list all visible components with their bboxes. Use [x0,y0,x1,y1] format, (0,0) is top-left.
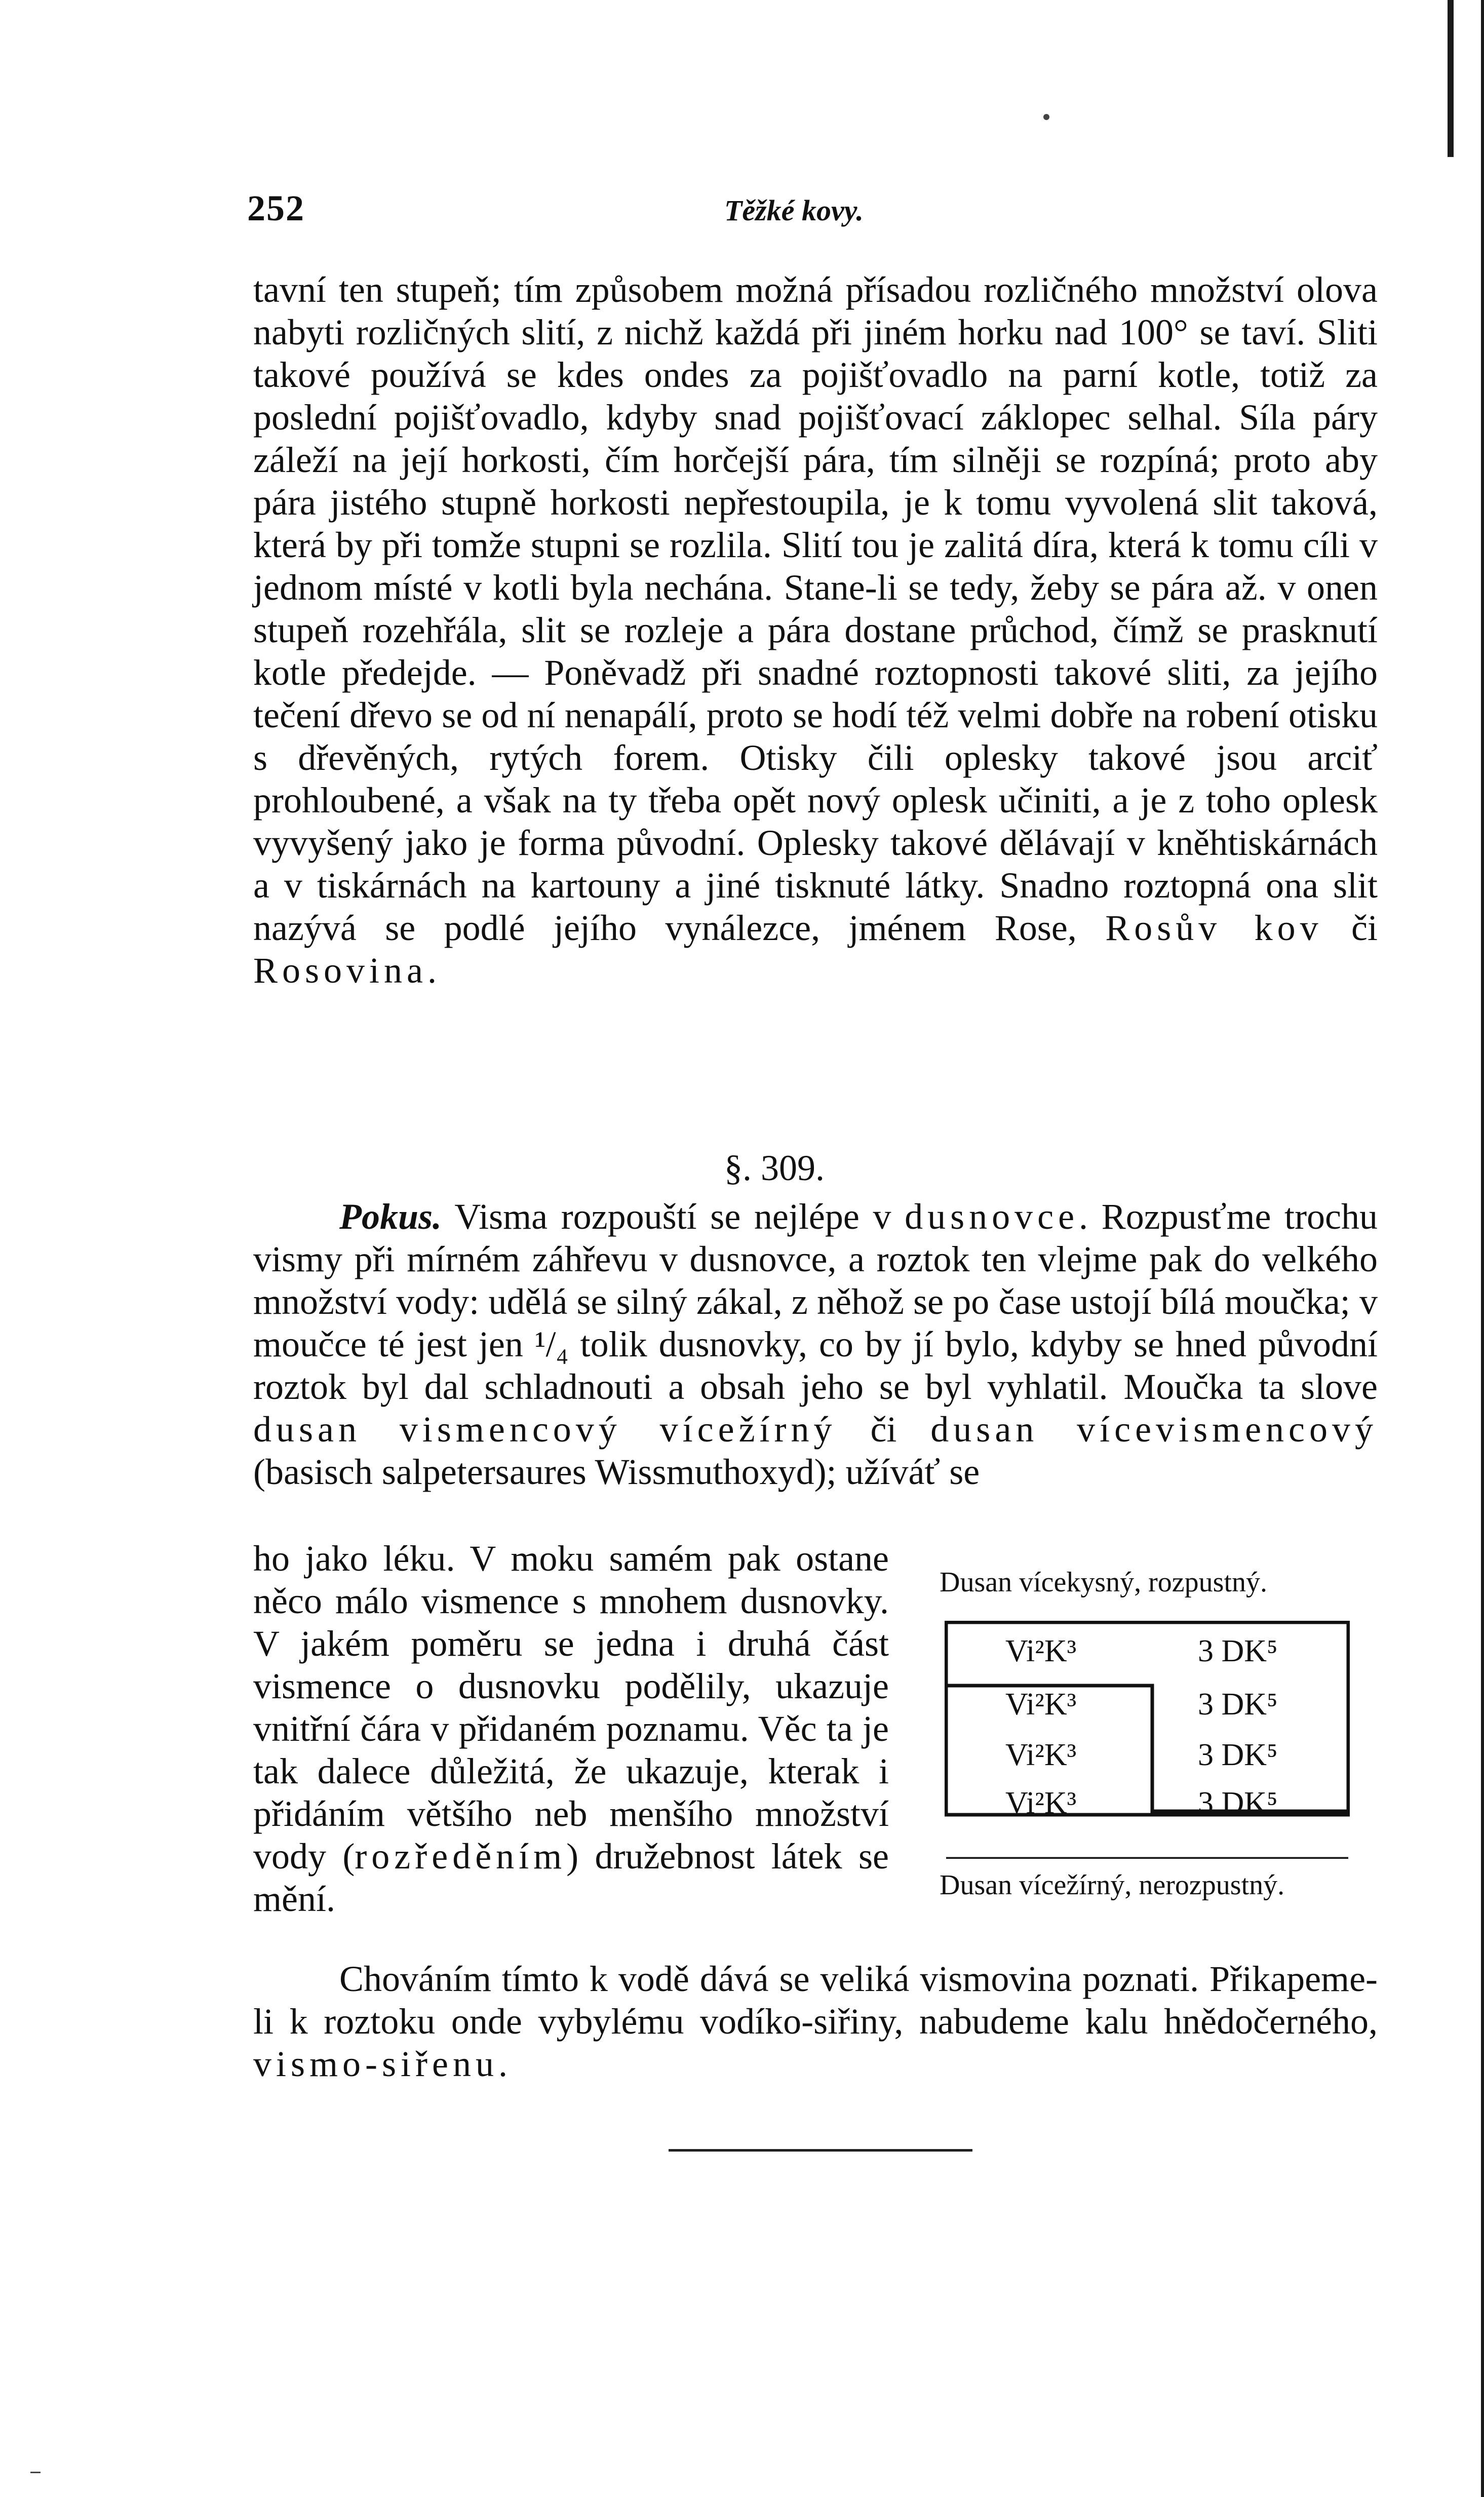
paragraph-2-text-4: (basisch salpetersaures Wissmuthoxyd); užíváť se [253,1452,980,1492]
scan-mark [30,2472,41,2473]
term-dusnovce: dusnovce [905,1196,1079,1237]
paragraph-3-text-1: Chováním tímto k vodě dává se veliká vismovina poznati. Přikapeme-li k roztoku onde vybylému vodíko-siřiny, nabudeme kalu hnědočerného, [253,1959,1378,2042]
term-vismo-sirenu: vismo-siřenu [253,2044,498,2084]
page-edge-shadow [1481,0,1484,2497]
paragraph-2-text-3: či [870,1409,897,1450]
diagram-cell-left-3: Vi²K³ [1005,1738,1077,1772]
term-rozredenim: rozředěním [355,1836,567,1877]
diagram-cell-left-4: Vi²K³ [1005,1786,1077,1820]
diagram-cell-right-2: 3 DK⁵ [1198,1687,1278,1722]
paragraph-2-lead: Pokus. [339,1196,442,1237]
dissociation-diagram [945,1621,1350,1859]
paragraph-1-conj: či [1351,908,1378,948]
diagram-cell-right-3: 3 DK⁵ [1198,1738,1278,1772]
diagram-cell-right-4: 3 DK⁵ [1198,1786,1278,1820]
paragraph-2-text-1: Visma rozpouští se nejlépe v [454,1196,891,1237]
diagram-cell-right-1: 3 DK⁵ [1198,1634,1278,1668]
paragraph-2-wrap-text-b: ) družebnost látek se mění. [253,1836,889,1919]
term-rosovina: Rosovina [253,950,428,991]
term-rosuv-kov: Rosův kov [1105,908,1323,948]
paragraph-1 [253,268,1378,992]
footer-rule [669,2149,972,2152]
paper-speck [1043,114,1049,120]
diagram-caption-top: Dusan vícekysný, rozpustný. [940,1567,1268,1598]
paragraph-3-end: . [498,2044,507,2084]
paragraph-2-wrap-text-a: ho jako léku. V moku samém pak ostane něco málo vismence s mnohem dusnovky. V jakém poměru se jedna i druhá část vismence o dusnovku podělily, ukazuje vnitřní čára v přidaném poznamu. Věc ta je tak dalece důležitá, že ukazuje, kterak i přidáním většího neb menšího množství vody ( [253,1538,889,1877]
term-dusan-vicevismencovy: dusan vícevismencový [930,1409,1378,1450]
diagram-caption-bottom: Dusan vícežírný, nerozpustný. [940,1869,1285,1901]
section-number: §. 309. [724,1148,825,1188]
diagram-cell-left-1: Vi²K³ [1005,1634,1077,1668]
diagram-cell-left-2: Vi²K³ [1005,1687,1077,1722]
paragraph-3 [253,1958,1378,2085]
term-dusan-vismencovy: dusan vismencový vícežírný [253,1409,837,1450]
running-title: Těžké kovy. [724,194,864,227]
paragraph-2-text-2: . Rozpusťme trochu vismy při mírném záhřevu v dusnovce, a roztok ten vlejme pak do velkého množství vody: udělá se silný zákal, z něhož se po čase ustojí bílá moučka; v moučce té jest jen ¹/₄ tolik dusnovky, co by jí bylo, kdyby se hned původní roztok byl dal schladnouti a obsah jeho se byl vyhlatil. Moučka ta slove [253,1196,1378,1407]
paragraph-1-end: . [427,950,437,991]
paragraph-2-wrap [253,1537,889,1920]
paragraph-2 [253,1195,1378,1493]
page-number: 252 [247,188,305,228]
page-edge-mark [1448,0,1454,157]
paragraph-1-text: tavní ten stupeň; tím způsobem možná přísadou rozličného množství olova nabyti rozličných slití, z nichž každá při jiném horku nad 100° se taví. Sliti takové používá se kdes ondes za pojišťovadlo na parní kotle, totiž za poslední pojišťovadlo, kdyby snad pojišťovací záklopec selhal. Síla páry záleží na její horkosti, čím horčejší pára, tím silněji se rozpíná; proto aby pára jistého stupně horkosti nepřestoupila, je k tomu vyvolená slit taková, která by při tomže stupni se rozlila. Slití tou je zalitá díra, která k tomu cíli v jednom místé v kotli byla nechána. Stane-li se tedy, žeby se pára až. v onen stupeň rozehřála, slit se rozleje a pára dostane průchod, čímž se prasknutí kotle předejde. — Poněvadž při snadné roztopnosti takové sliti, za jejího tečení dřevo se od ní nenapálí, proto se hodí též velmi dobře na robení otisku s dřevěných, rytých forem. Otisky čili oplesky takové jsou arciť prohloubené, a však na ty třeba opět nový oplesk učiniti, a je z toho oplesk vyvyšený jako je forma původní. Oplesky takové dělávají v kněhtiskárnách a v tiskárnách na kartouny a jiné tisknuté látky. Snadno roztopná ona slit nazývá se podlé jejího vynálezce, jménem Rose, [253,269,1378,948]
